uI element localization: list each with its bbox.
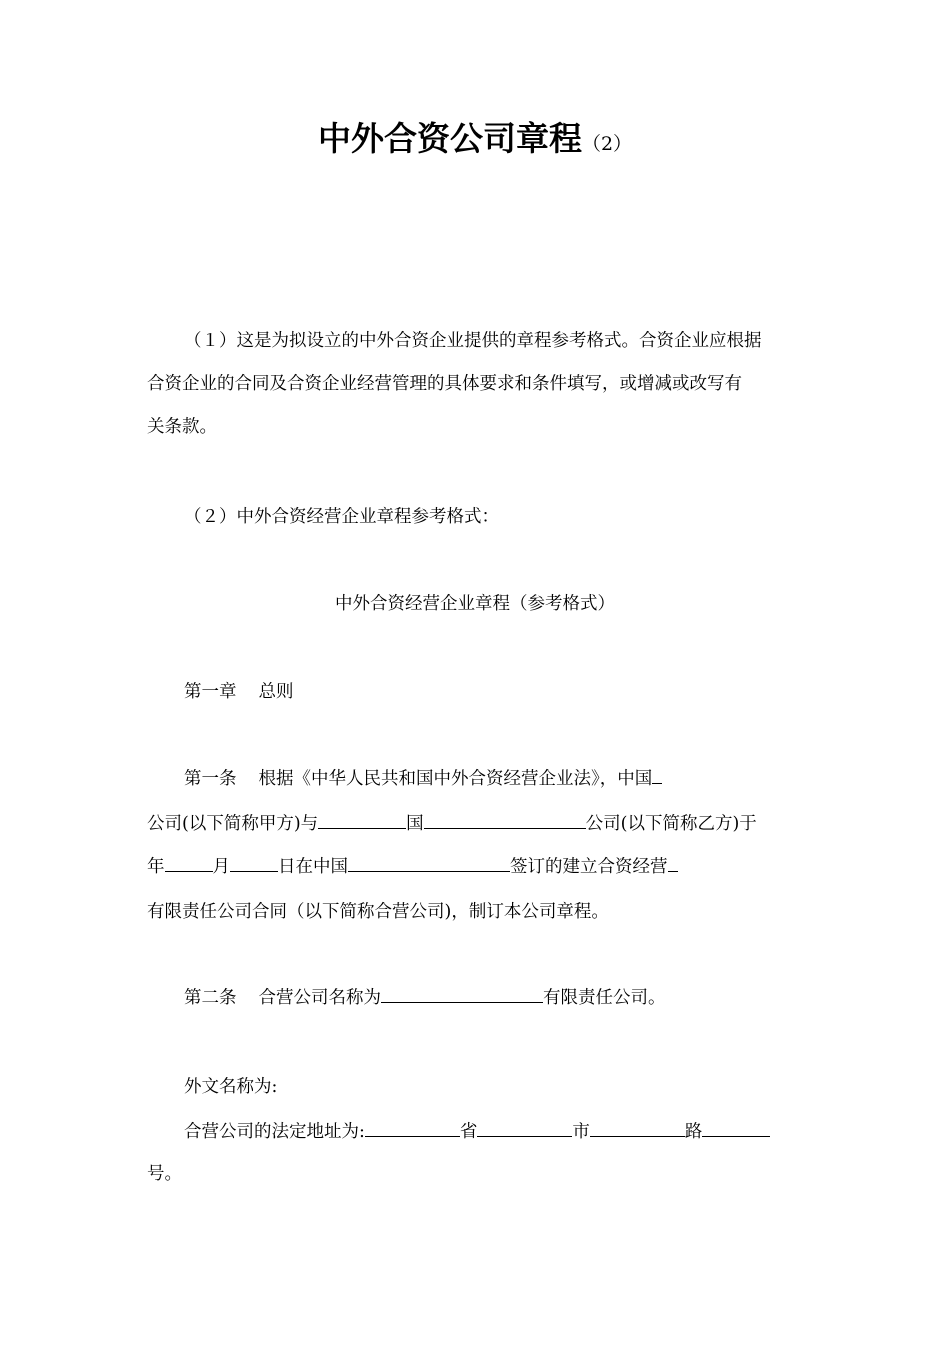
- blank-field[interactable]: [230, 857, 278, 872]
- blank-field[interactable]: [702, 1122, 770, 1137]
- address-line: [147, 1122, 854, 1142]
- article1-line1: [147, 769, 854, 789]
- address-text-a: 合营公司的法定地址为:: [184, 1122, 365, 1142]
- blank-field[interactable]: [668, 857, 678, 872]
- blank-field[interactable]: [424, 814, 586, 829]
- article2-label: 第二条: [184, 988, 237, 1008]
- blank-field[interactable]: [348, 857, 510, 872]
- article1-text3c: 日在中国: [278, 857, 348, 877]
- article1-line2: [147, 814, 817, 834]
- article1-text3d: 签订的建立合资经营: [510, 857, 668, 877]
- chapter1-heading: [147, 682, 854, 702]
- document-title: [0, 115, 950, 168]
- note1-line3: 关条款。: [147, 417, 217, 437]
- article1-label: 第一条: [184, 769, 237, 789]
- address-text-c: 市: [572, 1122, 590, 1142]
- article2: [147, 988, 854, 1008]
- blank-field[interactable]: [381, 988, 543, 1003]
- blank-field[interactable]: [477, 1122, 572, 1137]
- article1-line3: [147, 857, 817, 877]
- article1-text3b: 月: [212, 857, 230, 877]
- address-text-d: 路: [684, 1122, 703, 1142]
- article1-text2a: 公司(以下简称甲方)与: [147, 814, 319, 834]
- address-line2: 号。: [147, 1164, 182, 1184]
- foreign-name-line: 外文名称为:: [184, 1077, 278, 1097]
- article1-text3a: 年: [147, 857, 165, 877]
- chapter-name: 总则: [258, 682, 294, 702]
- article1-text2b: 国: [406, 814, 424, 834]
- note2: （２）中外合资经营企业章程参考格式：: [184, 507, 499, 527]
- note1-line1: （１）这是为拟设立的中外合资企业提供的章程参考格式。合资企业应根据: [184, 331, 762, 351]
- note1-line2: 合资企业的合同及合资企业经营管理的具体要求和条件填写，或增减或改写有: [147, 374, 742, 394]
- title-suffix: （2）: [581, 133, 633, 155]
- blank-field[interactable]: [165, 857, 213, 872]
- article1-text2c: 公司(以下简称乙方)于: [585, 814, 757, 834]
- address-text-b: 省: [459, 1122, 478, 1142]
- subtitle: 中外合资经营企业章程（参考格式）: [335, 594, 615, 614]
- chapter-label: 第一章: [184, 682, 237, 702]
- article1-text1: 根据《中华人民共和国中外合资经营企业法》，中国: [258, 769, 653, 789]
- title-text: 中外合资公司章程: [317, 119, 582, 158]
- blank-field[interactable]: [590, 1122, 685, 1137]
- blank-field[interactable]: [365, 1122, 460, 1137]
- article2-text-b: 有限责任公司。: [543, 988, 666, 1008]
- article2-text-a: 合营公司名称为: [258, 988, 381, 1008]
- blank-field[interactable]: [318, 814, 406, 829]
- blank-field[interactable]: [652, 769, 662, 784]
- article1-line4: 有限责任公司合同（以下简称合营公司)，制订本公司章程。: [147, 902, 609, 922]
